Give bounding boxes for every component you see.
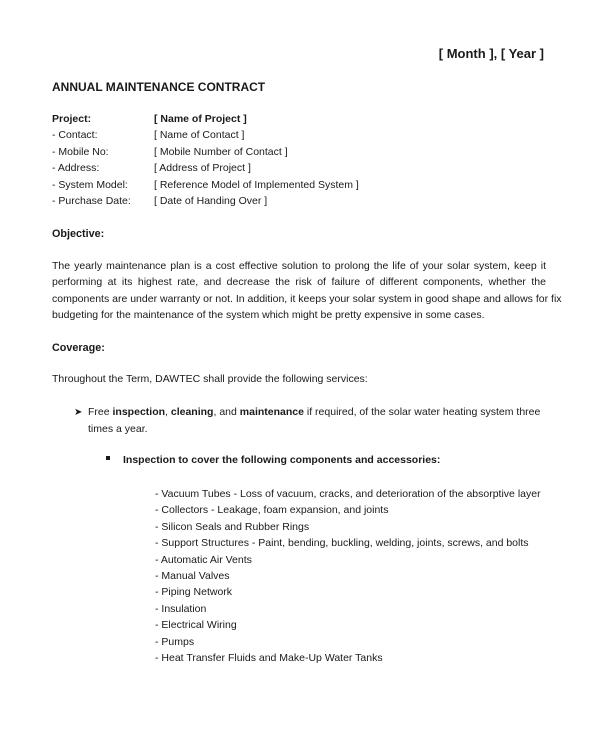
list-item: - Electrical Wiring <box>155 619 237 632</box>
list-item: - Insulation <box>155 602 207 615</box>
inspection-subheading <box>106 454 440 466</box>
list-item: - Pumps <box>155 635 195 648</box>
paragraph-line: The yearly maintenance plan is a cost effective solution to prolong the life of your solar system, keep it <box>52 260 546 272</box>
inspection-subheading-text: Inspection to cover the following components and accessories: <box>123 454 441 466</box>
info-label: - Mobile No: <box>52 145 109 158</box>
components-list <box>155 486 541 666</box>
info-value: [ Mobile Number of Contact ] <box>154 145 288 158</box>
service-sep: , and <box>213 406 240 418</box>
info-row-system-model <box>52 177 552 193</box>
project-info <box>52 111 552 209</box>
square-bullet-icon <box>106 456 110 460</box>
arrow-bullet-icon: ➤ <box>74 407 83 418</box>
list-item: - Support Structures - Paint, bending, buckling, welding, joints, screws, and bolts <box>155 537 529 550</box>
info-value: [ Address of Project ] <box>154 162 251 175</box>
info-value: [ Date of Handing Over ] <box>154 194 268 207</box>
info-label: Project: <box>52 113 92 125</box>
info-label: - Purchase Date: <box>52 194 131 207</box>
info-label: - System Model: <box>52 178 128 191</box>
list-item: - Silicon Seals and Rubber Rings <box>155 520 310 533</box>
coverage-heading: Coverage: <box>52 342 105 354</box>
info-label: - Contact: <box>52 129 98 142</box>
info-row-purchase-date <box>52 193 552 209</box>
info-value: [ Reference Model of Implemented System ] <box>154 178 359 191</box>
list-item: - Manual Valves <box>155 569 230 582</box>
list-item: - Piping Network <box>155 586 233 599</box>
info-row-address <box>52 160 552 176</box>
paragraph-line: performing at its highest rate, and decrease the risk of failure of different components, whether the <box>52 276 546 289</box>
info-row-project <box>52 111 552 127</box>
paragraph-line: budgeting for the maintenance of the system which might be pretty expensive in some cases. <box>52 308 485 321</box>
service-suffix: if required, of the solar water heating system three <box>303 406 541 418</box>
info-value: [ Name of Project ] <box>154 113 247 125</box>
service-maintenance: maintenance <box>239 406 304 418</box>
list-item: - Automatic Air Vents <box>155 553 252 566</box>
service-text <box>88 404 544 438</box>
info-label: - Address: <box>52 162 100 175</box>
list-item: - Heat Transfer Fluids and Make-Up Water Tanks <box>155 651 383 664</box>
objective-paragraph <box>52 258 562 323</box>
info-value: [ Name of Contact ] <box>154 129 245 142</box>
service-prefix: Free <box>88 406 113 418</box>
coverage-intro: Throughout the Term, DAWTEC shall provide the following services: <box>52 373 368 385</box>
service-line2: times a year. <box>88 423 148 435</box>
info-row-contact <box>52 127 552 143</box>
list-item: - Vacuum Tubes - Loss of vacuum, cracks, and deterioration of the absorptive layer <box>155 488 541 500</box>
service-bullet <box>74 404 544 438</box>
service-cleaning: cleaning <box>170 406 214 418</box>
list-item: - Collectors - Leakage, foam expansion, and joints <box>155 504 389 517</box>
date-placeholder: [ Month ], [ Year ] <box>438 46 544 61</box>
info-row-mobile <box>52 144 552 160</box>
objective-heading: Objective: <box>52 228 105 240</box>
contract-title: ANNUAL MAINTENANCE CONTRACT <box>52 80 266 94</box>
service-sep: , <box>165 406 171 418</box>
paragraph-line: components are under warranty or not. In addition, it keeps your solar system in good shape and allows for fix <box>52 292 562 305</box>
service-inspection: inspection <box>112 406 166 418</box>
